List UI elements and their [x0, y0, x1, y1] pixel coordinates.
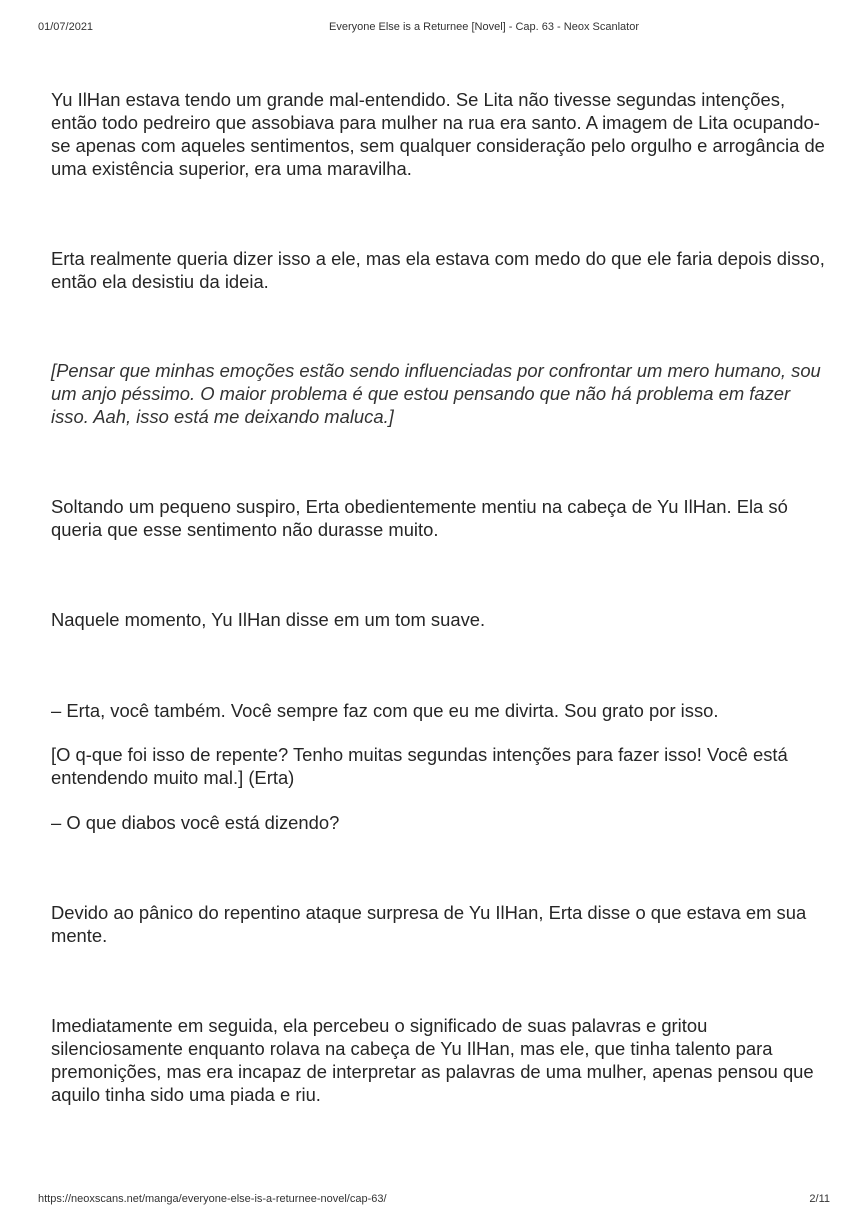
paragraph-5: Naquele momento, Yu IlHan disse em um tom suave.: [51, 609, 486, 630]
print-date: 01/07/2021: [38, 21, 94, 33]
paragraph-4: Soltando um pequeno suspiro, Erta obedientemente mentiu na cabeça de Yu IlHan. Ela só queria que esse sentimento não durasse muito.: [51, 496, 788, 540]
paragraph-9: Devido ao pânico do repentino ataque surpresa de Yu IlHan, Erta disse o que estava em sua mente.: [51, 902, 807, 946]
page-number: 2/11: [809, 1193, 830, 1205]
page-url: https://neoxscans.net/manga/everyone-else-is-a-returnee-novel/cap-63/: [38, 1193, 387, 1205]
paragraph-7-dialogue: [O q-que foi isso de repente? Tenho muitas segundas intenções para fazer isso! Você está entendendo muito mal.] (Erta): [51, 744, 788, 788]
paragraph-6-dialogue: – Erta, você também. Você sempre faz com que eu me divirta. Sou grato por isso.: [51, 700, 719, 721]
paragraph-3-thought: [Pensar que minhas emoções estão sendo influenciadas por confrontar um mero humano, sou um anjo péssimo. O maior problema é que estou pensando que não há problema em fazer isso. Aah, isso está me deixando maluca.]: [51, 360, 821, 427]
document-title: Everyone Else is a Returnee [Novel] - Cap. 63 - Neox Scanlator: [329, 21, 639, 33]
paragraph-10: Imediatamente em seguida, ela percebeu o significado de suas palavras e gritou silenciosamente enquanto rolava na cabeça de Yu IlHan, mas ele, que tinha talento para premonições, mas era incapaz de interpretar as palavras de uma mulher, apenas pensou que aquilo tinha sido uma piada e riu.: [51, 1015, 814, 1105]
paragraph-2: Erta realmente queria dizer isso a ele, mas ela estava com medo do que ele faria depois disso, então ela desistiu da ideia.: [51, 248, 825, 292]
paragraph-8-dialogue: – O que diabos você está dizendo?: [51, 812, 340, 833]
paragraph-1: Yu IlHan estava tendo um grande mal-entendido. Se Lita não tivesse segundas intenções, então todo pedreiro que assobiava para mulher na rua era santo. A imagem de Lita ocupando-se apenas com aqueles sentimentos, sem qualquer consideração pelo orgulho e arrogância de uma existência superior, era uma maravilha.: [51, 89, 825, 179]
